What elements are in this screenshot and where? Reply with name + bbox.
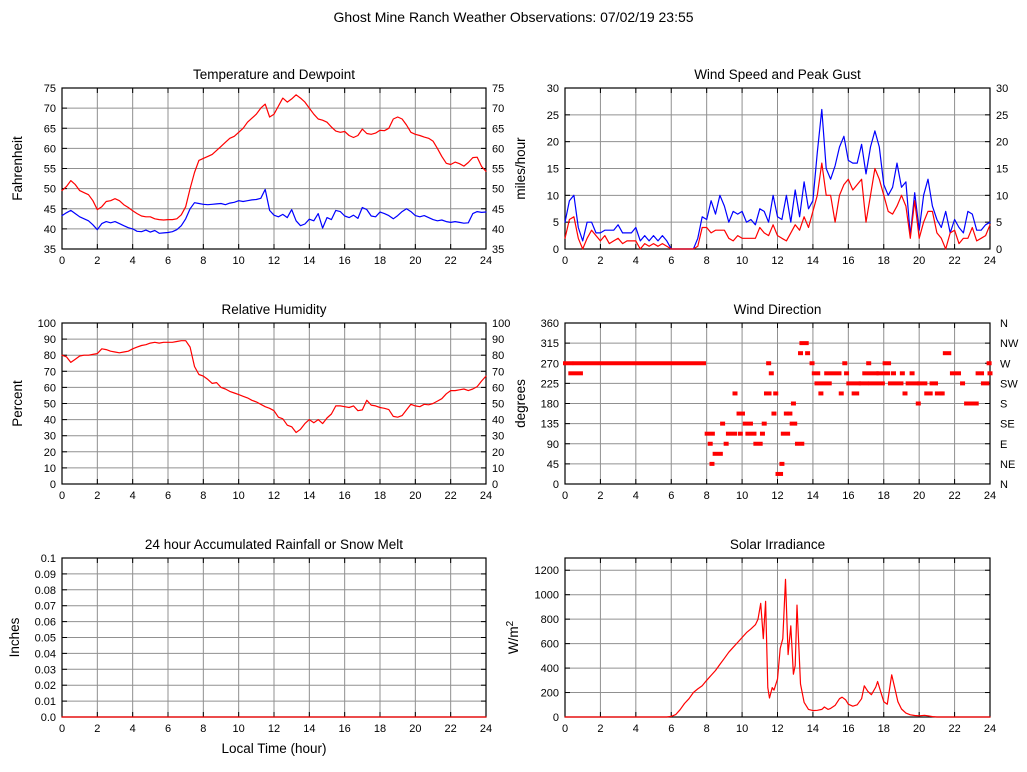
series-wind-direction-point [900, 371, 905, 375]
y-tick-label-right: 75 [492, 83, 505, 95]
x-tick-label: 8 [200, 723, 207, 735]
x-tick-label: 12 [771, 255, 784, 267]
x-tick-label: 12 [267, 723, 281, 735]
y-tick-label: 15 [546, 163, 559, 176]
x-tick-label: 20 [409, 723, 422, 735]
y-tick-label: 360 [540, 318, 559, 330]
y-tick-label-right: 35 [492, 244, 505, 256]
series-wind-direction-point [771, 412, 776, 416]
chart-temperature [10, 67, 504, 267]
series-wind-direction-point [762, 422, 767, 426]
y-tick-label: 40 [43, 414, 56, 427]
series-wind-direction-point [791, 402, 796, 406]
y-tick-label-right: 0 [492, 479, 499, 491]
y-tick-label: 0.0 [40, 712, 56, 724]
series-wind-direction-band [976, 371, 984, 375]
y-tick-label-right: 5 [996, 217, 1003, 230]
y-tick-label: 135 [540, 418, 559, 431]
x-tick-label: 20 [913, 255, 926, 267]
series-wind-direction-point [987, 361, 992, 365]
x-tick-label: 14 [303, 723, 316, 735]
x-tick-label: 2 [94, 490, 101, 502]
y-tick-label-right: 50 [492, 398, 505, 411]
y-tick-label: 100 [37, 318, 56, 330]
y-tick-label: 40 [43, 223, 56, 236]
y-tick-label-right: 60 [492, 143, 505, 156]
x-tick-label: 16 [338, 490, 351, 502]
y-tick-label: 10 [43, 462, 56, 475]
chart-solar-title: Solar Irradiance [729, 537, 826, 552]
series-wind-direction-point [916, 402, 921, 406]
x-tick-label: 6 [668, 490, 675, 502]
series-wind-direction-point [805, 351, 810, 355]
series-wind-direction-band [705, 432, 715, 436]
series-wind-direction-band [745, 432, 756, 436]
y-tick-label: 80 [43, 350, 56, 363]
x-tick-label: 22 [948, 490, 961, 502]
y-tick-label: 1200 [534, 565, 559, 578]
y-tick-label: 0.08 [34, 584, 56, 597]
chart-rainfall-y-axis-label: Inches [7, 617, 22, 658]
series-wind-direction-band [930, 381, 938, 385]
x-tick-label: 18 [877, 255, 890, 267]
x-tick-label: 4 [632, 723, 639, 735]
y-tick-label: 90 [43, 334, 56, 347]
series-wind-direction-band [862, 371, 878, 375]
x-tick-label: 4 [632, 255, 639, 267]
x-tick-label: 24 [479, 490, 493, 502]
y-tick-label-right: N [1000, 479, 1008, 491]
series-wind-direction-point [733, 391, 738, 395]
x-tick-label: 20 [409, 490, 422, 502]
series-wind-direction-band [726, 432, 737, 436]
y-tick-label-right: NE [1000, 458, 1016, 471]
series-wind-direction-band [888, 381, 904, 385]
series-wind-direction-point [988, 371, 993, 375]
series-wind-direction-point [940, 391, 945, 395]
x-tick-label: 22 [444, 723, 457, 735]
series-wind-direction-band [790, 422, 798, 426]
series-wind-direction-band [852, 391, 860, 395]
y-tick-label: 20 [43, 446, 56, 459]
chart-temperature-y-axis-label: Fahrenheit [10, 136, 25, 201]
x-tick-label: 12 [771, 490, 784, 502]
y-tick-label-right: E [1000, 438, 1008, 451]
x-tick-label: 6 [668, 723, 675, 735]
x-tick-label: 16 [842, 490, 855, 502]
y-tick-label-right: 50 [492, 183, 505, 196]
x-tick-label: 22 [948, 255, 961, 267]
y-tick-label: 50 [43, 183, 56, 196]
series-wind-direction-band [764, 391, 772, 395]
x-tick-label: 10 [735, 723, 749, 735]
y-tick-label-right: 65 [492, 123, 505, 136]
y-tick-label: 0.01 [34, 696, 56, 709]
x-tick-label: 0 [561, 490, 569, 502]
y-tick-label: 0 [552, 712, 559, 724]
series-wind-direction-point [773, 391, 778, 395]
y-tick-label-right: 40 [492, 223, 505, 236]
y-tick-label: 0.04 [34, 648, 56, 661]
x-tick-label: 0 [58, 723, 66, 735]
y-tick-label: 50 [43, 398, 56, 411]
series-wind-direction-point [766, 361, 771, 365]
y-tick-label: 55 [43, 163, 56, 176]
y-tick-label-right: 30 [492, 430, 505, 443]
chart-humidity-y-axis-label: Percent [10, 380, 25, 427]
x-tick-label: 22 [444, 490, 457, 502]
series-wind-direction-band [753, 442, 762, 446]
y-tick-label: 45 [43, 203, 56, 216]
x-tick-label: 14 [806, 255, 820, 267]
x-tick-label: 0 [58, 490, 66, 502]
y-tick-label: 30 [43, 430, 56, 443]
series-wind-direction-band [859, 381, 869, 385]
series-wind-direction-band [781, 432, 790, 436]
series-wind-direction-band [568, 371, 583, 375]
series-wind-direction-point [779, 462, 784, 466]
x-tick-label: 24 [479, 255, 493, 267]
y-tick-label: 45 [546, 458, 559, 471]
x-tick-label: 12 [771, 723, 784, 735]
y-tick-label: 800 [540, 614, 559, 627]
series-wind-direction-point [738, 432, 743, 436]
series-wind-direction-band [737, 412, 745, 416]
chart-wind_speed [513, 67, 1008, 267]
y-tick-label: 60 [43, 382, 56, 395]
y-tick-label-right: 45 [492, 203, 505, 216]
chart-rainfall-title: 24 hour Accumulated Rainfall or Snow Melt [144, 537, 404, 552]
x-tick-label: 20 [409, 255, 422, 267]
x-tick-label: 10 [232, 490, 245, 502]
chart-temperature-title: Temperature and Dewpoint [192, 67, 356, 82]
series-wind-direction-band [883, 361, 891, 365]
x-tick-label: 10 [232, 255, 245, 267]
chart-wind_direction [513, 302, 1019, 502]
series-wind-direction-band [812, 371, 820, 375]
series-wind-direction-point [910, 371, 915, 375]
series-wind-direction-band [964, 402, 979, 406]
chart-humidity [10, 302, 510, 502]
y-tick-label: 70 [43, 366, 56, 379]
x-tick-label: 0 [561, 255, 569, 267]
y-tick-label: 270 [540, 358, 559, 371]
y-tick-label: 0 [49, 479, 56, 491]
y-tick-label: 65 [43, 123, 56, 136]
x-tick-label: 24 [479, 723, 493, 735]
x-tick-label: 22 [948, 723, 961, 735]
chart-solar [505, 537, 996, 735]
y-tick-label: 0.1 [40, 553, 56, 565]
x-tick-label: 18 [877, 490, 890, 502]
chart-wind_direction-y-axis-label: degrees [513, 379, 528, 428]
series-wind-direction-band [563, 361, 573, 365]
y-tick-label: 25 [546, 109, 559, 122]
series-wind-direction-point [810, 361, 815, 365]
series-wind-direction-point [903, 391, 908, 395]
x-tick-label: 8 [703, 723, 710, 735]
x-tick-label: 8 [703, 490, 710, 502]
chart-solar-y-axis-label: $W/m^2$ [505, 620, 521, 655]
y-tick-label: 180 [540, 398, 559, 411]
x-tick-label: 8 [200, 490, 207, 502]
y-tick-label-right: 0 [996, 244, 1003, 256]
series-wind-direction-point [891, 371, 896, 375]
x-axis-label: Local Time (hour) [221, 741, 327, 756]
y-tick-label: 5 [552, 217, 559, 230]
x-tick-label: 24 [983, 255, 997, 267]
x-tick-label: 4 [129, 490, 136, 502]
series-wind-direction-band [868, 381, 884, 385]
y-tick-label: 400 [540, 663, 559, 676]
chart-humidity-title: Relative Humidity [221, 302, 327, 317]
x-tick-label: 20 [913, 490, 926, 502]
series-wind-direction-point [842, 361, 847, 365]
series-wind-direction-band [814, 381, 831, 385]
x-tick-label: 10 [735, 490, 749, 502]
series-wind-direction-band [743, 422, 753, 426]
series-wind-direction-point [769, 371, 774, 375]
page-title: Ghost Mine Ranch Weather Observations: 07/02/19 23:55 [333, 9, 694, 25]
x-tick-label: 24 [983, 723, 997, 735]
x-tick-label: 2 [597, 723, 604, 735]
series-wind-direction-point [866, 361, 871, 365]
series-wind-direction-band [943, 351, 951, 355]
y-tick-label: 0.07 [34, 600, 56, 613]
x-tick-label: 14 [806, 723, 820, 735]
x-tick-label: 8 [200, 255, 207, 267]
y-tick-label: 60 [43, 143, 56, 156]
y-tick-label-right: 100 [492, 318, 511, 330]
y-tick-label-right: W [1000, 358, 1011, 371]
y-tick-label: 0.05 [34, 632, 56, 645]
y-tick-label: 35 [43, 244, 56, 256]
y-tick-label: 90 [546, 438, 559, 451]
y-tick-label: 20 [546, 136, 559, 149]
y-tick-label: 600 [540, 638, 559, 651]
series-wind-direction-point [708, 442, 713, 446]
y-tick-label-right: 70 [492, 366, 505, 379]
x-tick-label: 2 [94, 723, 101, 735]
x-tick-label: 10 [232, 723, 245, 735]
series-wind-direction-point [960, 381, 965, 385]
x-tick-label: 18 [373, 723, 387, 735]
series-wind-direction-band [713, 452, 723, 456]
y-tick-label-right: 90 [492, 334, 505, 347]
series-wind-direction-band [824, 371, 841, 375]
x-tick-label: 6 [164, 255, 172, 267]
series-wind-direction-point [844, 371, 849, 375]
series-wind-direction-band [776, 472, 784, 476]
x-tick-label: 4 [129, 723, 136, 735]
y-tick-label-right: 80 [492, 350, 505, 363]
y-tick-label-right: 30 [996, 83, 1009, 95]
x-tick-label: 4 [129, 255, 136, 267]
chart-wind_speed-y-axis-label: miles/hour [513, 137, 528, 200]
x-tick-label: 14 [303, 255, 316, 267]
series-wind-direction-point [798, 351, 803, 355]
series-wind-direction-point [724, 442, 729, 446]
series-wind-direction-point [818, 391, 823, 395]
y-tick-label-right: NW [1000, 338, 1019, 351]
x-tick-label: 18 [877, 723, 890, 735]
series-wind-direction-band [917, 381, 927, 385]
y-tick-label: 30 [546, 83, 559, 95]
x-tick-label: 16 [842, 723, 855, 735]
y-tick-label: 200 [540, 687, 559, 700]
chart-rainfall [7, 537, 492, 756]
series-wind-direction-point [709, 462, 714, 466]
y-tick-label: 10 [546, 190, 559, 203]
x-tick-label: 20 [913, 723, 926, 735]
y-tick-label-right: S [1000, 398, 1008, 411]
y-tick-label-right: 10 [492, 462, 505, 475]
x-tick-label: 8 [703, 255, 710, 267]
y-tick-label: 0 [552, 244, 559, 256]
y-tick-label: 0.06 [34, 616, 56, 629]
x-tick-label: 2 [597, 490, 604, 502]
x-tick-label: 10 [735, 255, 749, 267]
x-tick-label: 18 [373, 490, 387, 502]
y-tick-label: 0.02 [34, 680, 56, 693]
y-tick-label-right: 40 [492, 414, 505, 427]
x-tick-label: 16 [338, 255, 351, 267]
x-tick-label: 6 [668, 255, 675, 267]
y-tick-label: 70 [43, 103, 56, 116]
series-wind-direction-band [924, 391, 932, 395]
x-tick-label: 0 [561, 723, 569, 735]
x-tick-label: 6 [164, 490, 172, 502]
y-tick-label: 315 [540, 338, 559, 351]
y-tick-label-right: 55 [492, 163, 505, 176]
y-tick-label-right: 10 [996, 190, 1009, 203]
y-tick-label-right: N [1000, 318, 1008, 330]
x-tick-label: 2 [597, 255, 604, 267]
x-tick-label: 14 [303, 490, 316, 502]
series-wind-direction-band [795, 442, 804, 446]
y-tick-label: 0.03 [34, 664, 56, 677]
chart-wind_speed-title: Wind Speed and Peak Gust [694, 67, 861, 82]
y-tick-label-right: 60 [492, 382, 505, 395]
series-wind-direction-band [876, 371, 890, 375]
x-tick-label: 16 [842, 255, 855, 267]
series-wind-direction-band [573, 361, 706, 365]
y-tick-label: 1000 [534, 589, 559, 602]
y-tick-label: 225 [540, 378, 559, 391]
x-tick-label: 4 [632, 490, 639, 502]
y-tick-label-right: 20 [492, 446, 505, 459]
series-wind-direction-band [799, 341, 808, 345]
x-tick-label: 2 [94, 255, 101, 267]
series-wind-direction-point [760, 432, 765, 436]
x-tick-label: 18 [373, 255, 387, 267]
y-tick-label: 75 [43, 83, 56, 95]
y-tick-label-right: 25 [996, 109, 1009, 122]
x-tick-label: 22 [444, 255, 457, 267]
x-tick-label: 16 [338, 723, 351, 735]
y-tick-label-right: 70 [492, 103, 505, 116]
y-tick-label-right: SE [1000, 418, 1015, 431]
x-tick-label: 24 [983, 490, 997, 502]
y-tick-label: 0.09 [34, 568, 56, 581]
series-wind-direction-point [839, 391, 844, 395]
y-tick-label-right: 20 [996, 136, 1009, 149]
y-tick-label-right: 15 [996, 163, 1009, 176]
x-tick-label: 12 [267, 490, 281, 502]
series-wind-direction-band [950, 371, 961, 375]
chart-wind_direction-title: Wind Direction [733, 302, 822, 317]
series-wind-direction-band [981, 381, 989, 385]
x-tick-label: 6 [164, 723, 172, 735]
y-tick-label-right: SW [1000, 378, 1018, 391]
x-tick-label: 0 [58, 255, 66, 267]
x-tick-label: 12 [267, 255, 281, 267]
series-wind-direction-point [720, 422, 725, 426]
x-tick-label: 14 [806, 490, 820, 502]
y-tick-label: 0 [552, 479, 559, 491]
series-wind-direction-point [787, 412, 792, 416]
